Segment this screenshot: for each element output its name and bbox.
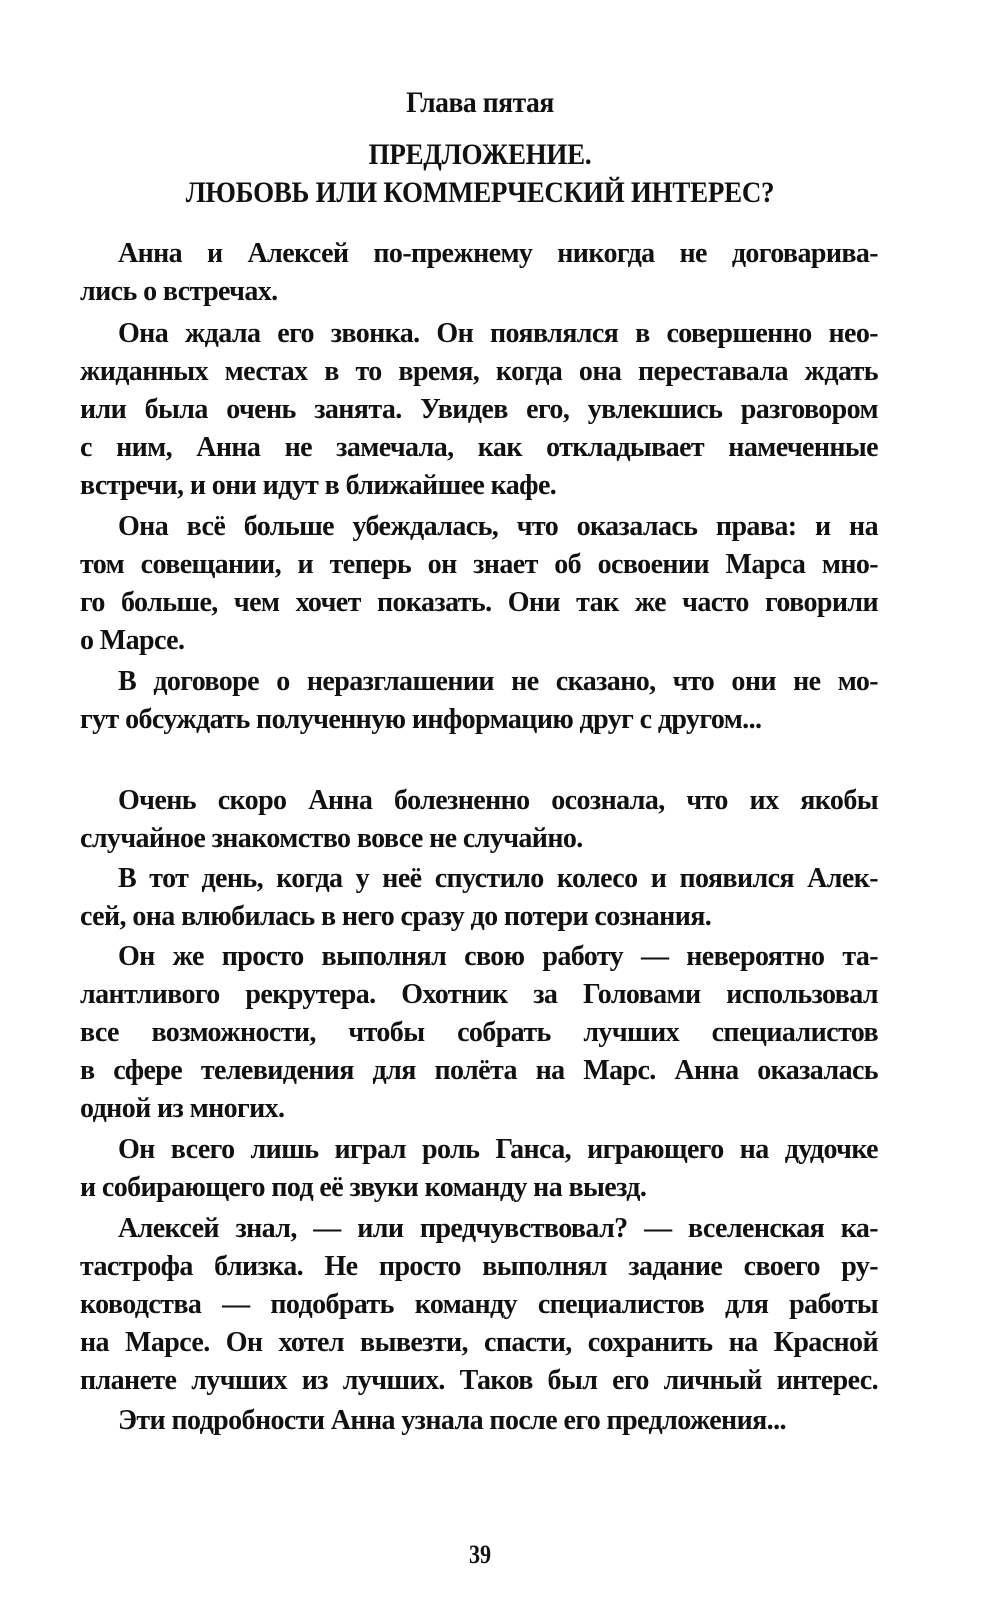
text-line: лись о встречах. (80, 276, 278, 307)
chapter-title-line-2: ЛЮБОВЬ ИЛИ КОММЕРЧЕСКИЙ ИНТЕРЕС? (185, 176, 775, 209)
text-line: планете лучших из лучших. Таков был его личный интерес. (80, 1365, 878, 1396)
text-line: Она всё больше убеждалась, что оказалась права: и на (118, 511, 878, 542)
text-line: все возможности, чтобы собрать лучших специалистов (80, 1017, 878, 1048)
text-line: Он всего лишь играл роль Ганса, играющего на дудочке (118, 1134, 878, 1165)
text-line: или была очень занята. Увидев его, увлекшись разговором (80, 394, 878, 425)
text-line: лантливого рекрутера. Охотник за Головами использовал (80, 979, 878, 1010)
text-line: сей, она влюбилась в него сразу до потери сознания. (80, 901, 712, 932)
text-line: ководства — подобрать команду специалистов для работы (80, 1289, 878, 1320)
text-line: тастрофа близка. Не просто выполнял задание своего ру- (80, 1251, 878, 1282)
text-line: встречи, и они идут в ближайшее кафе. (80, 470, 557, 501)
text-line: В тот день, когда у неё спустило колесо и появился Алек- (118, 863, 878, 894)
text-line: о Марсе. (80, 625, 185, 656)
chapter-label: Глава пятая (406, 86, 554, 119)
text-line: одной из многих. (80, 1093, 285, 1124)
text-line: случайное знакомство вовсе не случайно. (80, 823, 583, 854)
text-line: с ним, Анна не замечала, как откладывает намеченные (80, 432, 878, 463)
text-line: Анна и Алексей по-прежнему никогда не договарива- (118, 238, 878, 269)
page-number: 39 (468, 1540, 492, 1569)
chapter-title-line-1: ПРЕДЛОЖЕНИЕ. (368, 138, 592, 171)
text-line: на Марсе. Он хотел вывезти, спасти, сохранить на Красной (80, 1327, 878, 1358)
text-line: том совещании, и теперь он знает об освоении Марса мно- (80, 549, 878, 580)
text-line: Он же просто выполнял свою работу — невероятно та- (118, 941, 878, 972)
text-line: в сфере телевидения для полёта на Марс. Анна оказалась (80, 1055, 878, 1086)
text-line: го больше, чем хочет показать. Они так же часто говорили (80, 587, 878, 618)
text-line: В договоре о неразглашении не сказано, что они не мо- (118, 666, 878, 697)
text-line: Она ждала его звонка. Он появлялся в совершенно нео- (118, 318, 878, 349)
text-line: и собирающего под её звуки команду на выезд. (80, 1172, 647, 1203)
text-line: Алексей знал, — или предчувствовал? — вселенская ка- (118, 1213, 878, 1244)
text-line: Эти подробности Анна узнала после его предложения... (118, 1405, 786, 1436)
text-line: гут обсуждать полученную информацию друг с другом... (80, 704, 762, 735)
text-line: жиданных местах в то время, когда она переставала ждать (80, 356, 878, 387)
text-line: Очень скоро Анна болезненно осознала, что их якобы (118, 785, 878, 816)
